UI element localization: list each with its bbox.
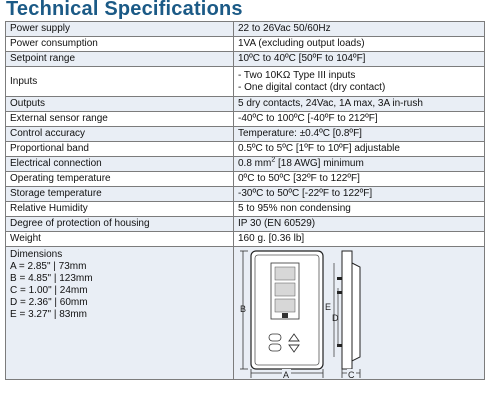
- spec-value: Temperature: ±0.4ºC [0.8ºF]: [234, 127, 485, 142]
- table-row: [6, 97, 485, 112]
- display-segment: [275, 299, 295, 312]
- spec-value: 22 to 26Vac 50/60Hz: [234, 22, 485, 37]
- spec-label: Power supply: [6, 22, 234, 37]
- spec-value: 0ºC to 50ºC [32ºF to 122ºF]: [234, 172, 485, 187]
- spec-label: Operating temperature: [6, 172, 234, 187]
- page-title: Technical Specifications: [6, 0, 243, 20]
- dimension-d-letter: D: [332, 313, 339, 323]
- dimensions-list: [6, 261, 233, 321]
- dimension-item: B = 4.85" | 123mm: [10, 273, 93, 284]
- table-row: [6, 232, 485, 247]
- spec-value: 0.5ºC to 5ºC [1ºF to 10ºF] adjustable: [234, 142, 485, 157]
- thermostat-dimension-drawing: [234, 247, 485, 379]
- spec-value: [234, 157, 485, 172]
- spec-value: 10ºC to 40ºC [50ºF to 104ºF]: [234, 52, 485, 67]
- dimension-e-letter: E: [325, 302, 332, 312]
- table-row: [6, 217, 485, 232]
- display-segment: [275, 267, 295, 280]
- spec-value-line: - Two 10KΩ Type III inputs: [238, 69, 356, 81]
- spec-label: Relative Humidity: [6, 202, 234, 217]
- table-row: [6, 157, 485, 172]
- spec-label: Setpoint range: [6, 52, 234, 67]
- table-row: [6, 187, 485, 202]
- dimension-drawing-cell: [234, 247, 485, 380]
- table-row: [6, 67, 485, 97]
- spec-value-superscript: 2: [271, 156, 276, 164]
- dimension-item: C = 1.00" | 24mm: [10, 285, 88, 296]
- spec-label: External sensor range: [6, 112, 234, 127]
- display-segment: [275, 283, 295, 296]
- spec-label: Storage temperature: [6, 187, 234, 202]
- dimension-item: D = 2.36" | 60mm: [10, 297, 88, 308]
- dimensions-cell: [6, 247, 234, 380]
- side-view-wall-plate: [342, 251, 352, 369]
- specs-table: [5, 21, 485, 380]
- spec-label: Proportional band: [6, 142, 234, 157]
- spec-label: Weight: [6, 232, 234, 247]
- spec-value: IP 30 (EN 60529): [234, 217, 485, 232]
- thermostat-drawing-svg: [234, 247, 485, 379]
- spec-label: Outputs: [6, 97, 234, 112]
- side-view-body: [352, 263, 360, 361]
- dimension-c-letter: C: [348, 370, 355, 379]
- spec-value: 1VA (excluding output loads): [234, 37, 485, 52]
- table-row: [6, 37, 485, 52]
- spec-value-main: 0.8 mm: [238, 158, 272, 169]
- table-row: [6, 142, 485, 157]
- spec-label: Electrical connection: [6, 157, 234, 172]
- table-row: [6, 52, 485, 67]
- spec-value: 5 dry contacts, 24Vac, 1A max, 3A in-rush: [234, 97, 485, 112]
- mode-button-icon: [269, 334, 281, 341]
- table-row: [6, 202, 485, 217]
- spec-value: [234, 67, 485, 97]
- dimension-item: E = 3.27" | 83mm: [10, 309, 88, 320]
- spec-value-rest: [18 AWG] minimum: [275, 158, 364, 169]
- table-row: [6, 22, 485, 37]
- spec-value: -30ºC to 50ºC [-22ºF to 122ºF]: [234, 187, 485, 202]
- fan-button-icon: [269, 344, 281, 351]
- spec-value-line: - One digital contact (dry contact): [238, 81, 386, 93]
- spec-value: -40ºC to 100ºC [-40ºF to 212ºF]: [234, 112, 485, 127]
- dimensions-label: Dimensions: [10, 249, 63, 260]
- dimension-a-letter: A: [283, 370, 290, 379]
- table-row: [6, 112, 485, 127]
- spec-value: 5 to 95% non condensing: [234, 202, 485, 217]
- display-indicator: [282, 313, 288, 318]
- dimensions-row: [6, 247, 485, 380]
- spec-label: Inputs: [6, 67, 234, 97]
- dimension-item: A = 2.85" | 73mm: [10, 261, 87, 272]
- table-row: [6, 172, 485, 187]
- spec-label: Power consumption: [6, 37, 234, 52]
- dimension-b-letter: B: [240, 304, 247, 314]
- table-row: [6, 127, 485, 142]
- spec-label: Control accuracy: [6, 127, 234, 142]
- spec-label: Degree of protection of housing: [6, 217, 234, 232]
- spec-value: 160 g. [0.36 lb]: [234, 232, 485, 247]
